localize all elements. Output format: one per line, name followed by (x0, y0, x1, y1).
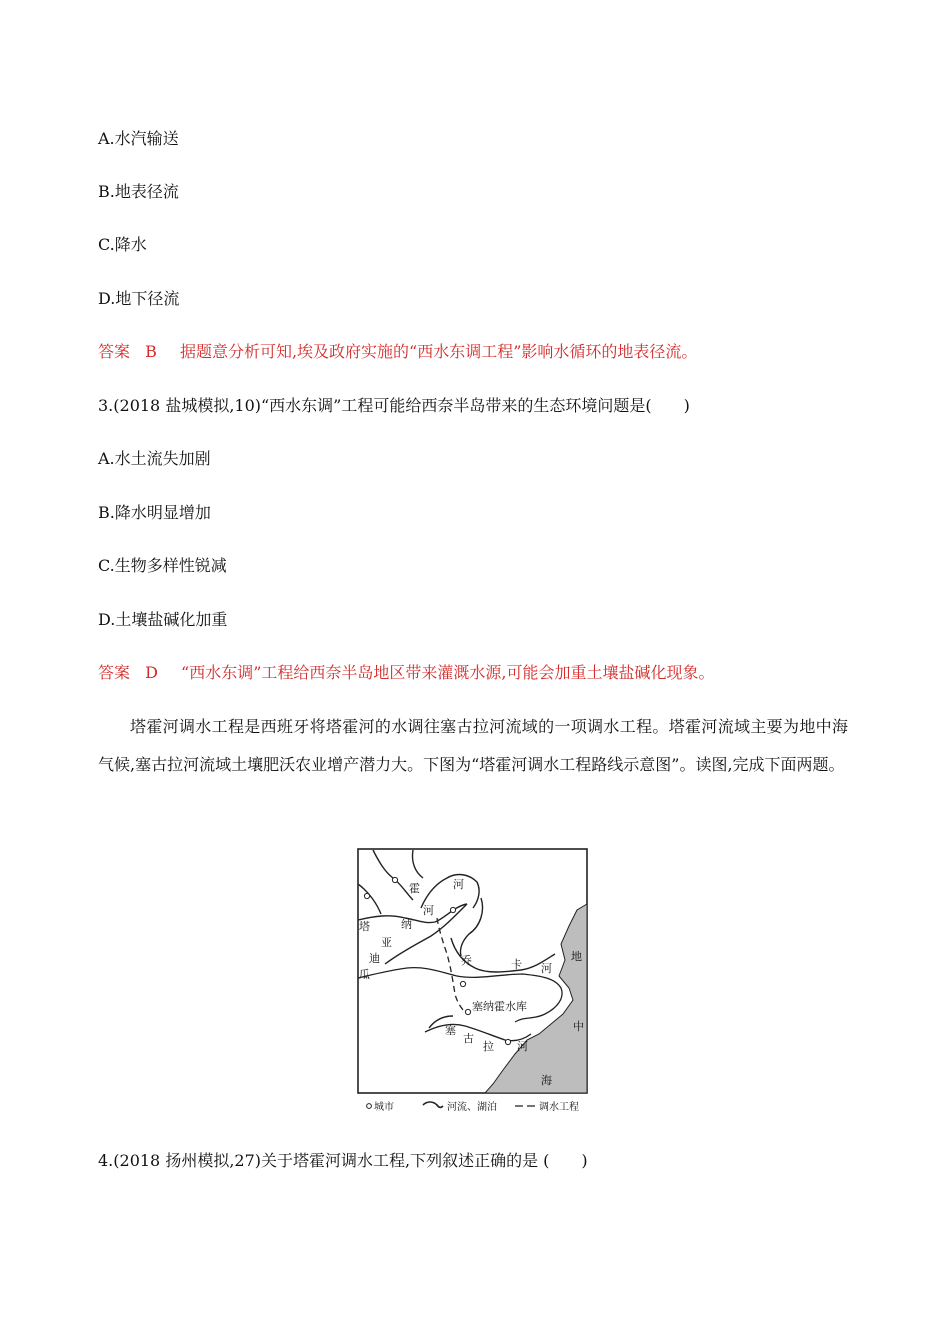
tagus-transfer-map (355, 848, 595, 1116)
legend-city-symbol (367, 1104, 372, 1109)
label-reservoir: 塞纳霍水库 (472, 1000, 527, 1013)
label-huo: 霍 (409, 882, 420, 895)
label-ka: 卡 (511, 958, 522, 971)
legend-river-symbol (423, 1102, 443, 1107)
answer-letter: D (145, 663, 158, 682)
label-sea-zhong: 中 (573, 1020, 584, 1033)
label-sea-hai: 海 (541, 1074, 552, 1087)
legend-city: 城市 (374, 1102, 394, 1113)
label-ta: 塔 (359, 920, 370, 933)
q2-answer (98, 342, 697, 362)
label-na: 纳 (401, 918, 412, 931)
answer-explanation: “西水东调”工程给西奈半岛地区带来灌溉水源,可能会加重土壤盐碱化现象。 (181, 663, 715, 682)
label-he-4: 河 (517, 1040, 528, 1053)
legend-project: 调水工程 (539, 1102, 579, 1113)
answer-letter: B (145, 342, 157, 361)
q3-option-a: A.水土流失加剧 (98, 449, 211, 468)
label-he-1: 河 (453, 878, 464, 891)
q3-stem: 3.(2018 盐城模拟,10)“西水东调”工程可能给西奈半岛带来的生态环境问题是( ) (98, 396, 690, 415)
q2-option-c: C.降水 (98, 235, 147, 254)
label-he-3: 河 (541, 962, 552, 975)
q4-stem: 4.(2018 扬州模拟,27)关于塔霍河调水工程,下列叙述正确的是 ( ) (98, 1151, 588, 1170)
label-la: 拉 (483, 1040, 494, 1053)
answer-explanation: 据题意分析可知,埃及政府实施的“西水东调工程”影响水循环的地表径流。 (179, 342, 698, 361)
passage: 塔霍河调水工程是西班牙将塔霍河的水调往塞古拉河流域的一项调水工程。塔霍河流域主要为地中海气候,塞古拉河流域土壤肥沃农业增产潜力大。下图为“塔霍河调水工程路线示意图”。读图,完成下面两题。 (98, 717, 848, 774)
label-he-2: 河 (423, 904, 434, 917)
q2-option-b: B.地表径流 (98, 182, 179, 201)
label-gu: 古 (463, 1032, 474, 1045)
q3-option-d: D.土壤盐碱化加重 (98, 610, 228, 629)
answer-label: 答案 (98, 342, 131, 361)
label-gua: 瓜 (359, 968, 370, 981)
q3-option-c: C.生物多样性锐减 (98, 556, 227, 575)
label-sai: 塞 (445, 1024, 456, 1037)
label-di: 迪 (369, 952, 380, 965)
q2-option-d: D.地下径流 (98, 289, 180, 308)
label-ya: 亚 (381, 936, 392, 949)
q3-option-b: B.降水明显增加 (98, 503, 211, 522)
map-legend (367, 1100, 579, 1113)
label-qiao: 乔 (461, 954, 472, 967)
q3-answer (98, 663, 714, 683)
label-sea-di: 地 (571, 950, 582, 963)
answer-label: 答案 (98, 663, 131, 682)
q2-option-a: A.水汽输送 (98, 129, 179, 148)
legend-river: 河流、湖泊 (447, 1102, 497, 1113)
